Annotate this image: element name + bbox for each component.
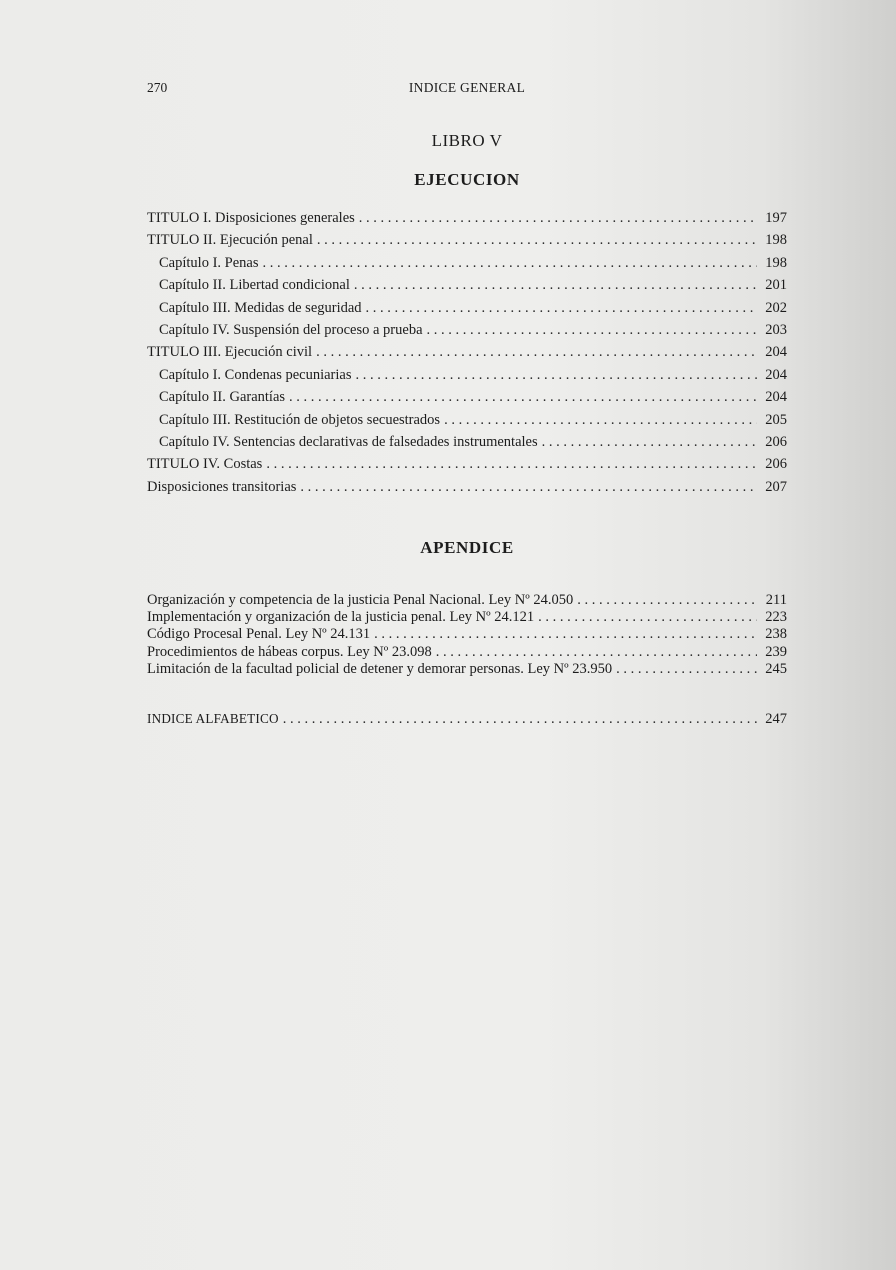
toc-final xyxy=(147,708,787,730)
dot-leader xyxy=(316,341,757,363)
toc-entry-label: Procedimientos de hábeas corpus. Ley Nº 23.098 xyxy=(147,643,432,660)
book-heading: LIBRO V xyxy=(431,131,503,150)
toc-entry xyxy=(147,453,787,475)
toc-apendice xyxy=(147,592,787,678)
toc-entry-label: TITULO II. Ejecución penal xyxy=(147,232,313,249)
toc-entry-label: TITULO IV. Costas xyxy=(147,456,263,473)
running-title: INDICE GENERAL xyxy=(408,80,526,95)
toc-entry xyxy=(147,476,787,498)
toc-entry-page: 202 xyxy=(765,299,787,316)
toc-entry xyxy=(147,229,787,251)
dot-leader xyxy=(317,229,757,251)
section-heading-apendice: APENDICE xyxy=(420,538,514,557)
toc-entry-page: 206 xyxy=(765,433,787,450)
toc-entry-page: 204 xyxy=(765,366,787,383)
toc-entry xyxy=(147,364,787,386)
toc-entry-page: 206 xyxy=(765,456,787,473)
dot-leader xyxy=(577,592,757,609)
dot-leader xyxy=(266,453,757,475)
toc-entry xyxy=(147,319,787,341)
toc-entry-page: 223 xyxy=(765,609,787,626)
toc-ejecucion xyxy=(147,207,787,498)
toc-entry-label: Capítulo I. Condenas pecuniarias xyxy=(159,366,352,383)
toc-entry-label: TITULO I. Disposiciones generales xyxy=(147,210,355,226)
toc-entry-page: 247 xyxy=(765,711,787,727)
toc-entry-page: 211 xyxy=(765,592,787,608)
page-number: 270 xyxy=(147,80,168,95)
dot-leader xyxy=(427,319,757,341)
toc-entry-page: 204 xyxy=(765,344,787,361)
toc-entry xyxy=(147,609,787,626)
toc-entry-label: Capítulo I. Penas xyxy=(159,254,259,271)
dot-leader xyxy=(616,661,757,678)
dot-leader xyxy=(354,274,757,296)
toc-entry-label: Capítulo III. Medidas de seguridad xyxy=(159,299,362,316)
toc-entry-page: 197 xyxy=(765,210,787,226)
toc-entry-label: TITULO III. Ejecución civil xyxy=(147,344,313,361)
dot-leader xyxy=(300,476,757,498)
toc-entry xyxy=(147,644,787,661)
dot-leader xyxy=(374,626,757,643)
toc-entry xyxy=(147,431,787,453)
toc-entry-page: 207 xyxy=(765,478,787,495)
dot-leader xyxy=(359,207,757,229)
toc-entry xyxy=(147,207,787,229)
toc-entry-page: 201 xyxy=(765,277,787,294)
toc-entry-page: 238 xyxy=(765,626,787,643)
dot-leader xyxy=(289,386,757,408)
toc-entry xyxy=(147,626,787,643)
toc-entry-page: 198 xyxy=(765,232,787,249)
dot-leader xyxy=(436,644,757,661)
toc-entry xyxy=(147,274,787,296)
toc-entry-label: Capítulo III. Restitución de objetos secuestrados xyxy=(159,411,441,428)
toc-entry xyxy=(147,341,787,363)
toc-entry-label: Código Procesal Penal. Ley Nº 24.131 xyxy=(147,626,371,643)
toc-entry-page: 205 xyxy=(765,411,787,428)
dot-leader xyxy=(262,252,757,274)
section-heading-ejecucion: EJECUCION xyxy=(414,170,520,189)
toc-entry xyxy=(147,386,787,408)
dot-leader xyxy=(355,364,757,386)
toc-entry xyxy=(147,297,787,319)
toc-entry-label: INDICE ALFABETICO xyxy=(147,711,279,726)
toc-entry xyxy=(147,708,787,730)
page-header xyxy=(147,80,787,100)
dot-leader xyxy=(538,609,757,626)
toc-entry-page: 198 xyxy=(765,254,787,271)
dot-leader xyxy=(444,409,757,431)
dot-leader xyxy=(366,297,757,319)
toc-entry-label: Organización y competencia de la justicia Penal Nacional. Ley Nº 24.050 xyxy=(147,592,574,608)
toc-entry-label: Capítulo II. Libertad condicional xyxy=(159,277,350,294)
toc-entry-label: Capítulo IV. Sentencias declarativas de falsedades instrumentales xyxy=(159,433,538,450)
toc-entry-page: 203 xyxy=(765,321,787,338)
toc-entry xyxy=(147,409,787,431)
toc-entry-page: 204 xyxy=(765,389,787,406)
toc-entry-label: Capítulo IV. Suspensión del proceso a prueba xyxy=(159,321,423,338)
toc-entry xyxy=(147,661,787,678)
dot-leader xyxy=(283,708,757,730)
toc-entry-label: Disposiciones transitorias xyxy=(147,478,297,495)
toc-entry-page: 239 xyxy=(765,643,787,660)
toc-entry-page: 245 xyxy=(765,660,787,677)
toc-entry-label: Limitación de la facultad policial de detener y demorar personas. Ley Nº 23.950 xyxy=(147,660,613,677)
toc-entry xyxy=(147,252,787,274)
toc-entry xyxy=(147,592,787,609)
toc-entry-label: Implementación y organización de la justicia penal. Ley Nº 24.121 xyxy=(147,609,535,626)
toc-entry-label: Capítulo II. Garantías xyxy=(159,389,286,406)
dot-leader xyxy=(542,431,757,453)
